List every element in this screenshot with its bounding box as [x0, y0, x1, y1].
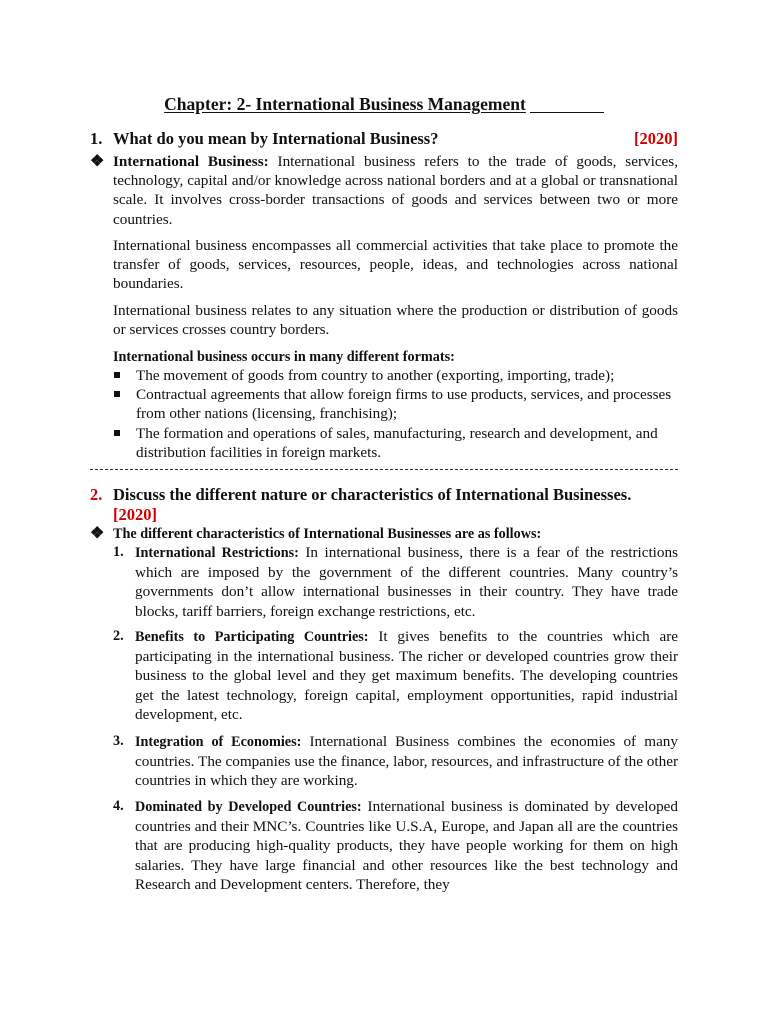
item-body	[135, 797, 678, 894]
diamond-bullet-icon: ❖	[90, 153, 105, 170]
chapter-title	[0, 93, 768, 115]
item-number: 4.	[113, 798, 124, 814]
item-number: 3.	[113, 733, 124, 749]
square-bullet-icon	[114, 430, 120, 436]
diamond-bullet-icon: ❖	[90, 525, 105, 542]
item-body	[135, 627, 678, 724]
definition-label: International Business:	[113, 153, 269, 170]
paragraph-2: International business encompasses all commercial activities that take place to promote the transfer of goods, services, resources, people, ideas, and technologies across national boundaries.	[113, 237, 678, 293]
square-bullet-icon	[114, 391, 120, 397]
item-text: International Business combines the economies of many countries. The companies use the finance, labor, resources, and infrastructure of the other countries in which they are working.	[135, 733, 678, 790]
chapter-title-text: Chapter: 2- International Business Management	[164, 94, 526, 114]
item-text: International business is dominated by developed countries and their MNC’s. Countries like U.S.A, Europe, and Japan all are the countries that are producing high-quality products, they have people working for them on high salaries. They have large financial and other resources like the best technology and Research and Development centers. Therefore, they	[135, 798, 679, 893]
list-item-text: The formation and operations of sales, manufacturing, research and development, and distribution facilities in foreign markets.	[136, 425, 658, 462]
item-label: Benefits to Participating Countries:	[135, 629, 369, 645]
question-1-heading	[90, 129, 678, 149]
item-body	[135, 543, 678, 621]
section-divider	[90, 469, 678, 470]
item-label: Integration of Economies:	[135, 734, 302, 750]
item-body	[135, 732, 678, 791]
question-2-heading	[90, 485, 678, 525]
square-bullet-icon	[114, 372, 120, 378]
list-item-text: The movement of goods from country to another (exporting, importing, trade);	[136, 367, 615, 384]
definition-text: International business refers to the trade of goods, services, technology, capital and/or knowledge across national borders and at a global or transnational scale. It involves cross-border transactions of goods and services between two or more countries.	[113, 153, 679, 228]
item-text: In international business, there is a fear of the restrictions which are imposed by the government of the different countries. Many country’s governments don’t allow international businesses in their country. They have trade blocks, tariff barriers, foreign exchange restrictions, etc.	[135, 544, 679, 620]
question-text: Discuss the different nature or characteristics of International Businesses.	[113, 485, 632, 504]
title-underline-extension	[530, 112, 604, 113]
paragraph-3: International business relates to any situation where the production or distribution of goods or services crosses country borders.	[113, 302, 678, 339]
item-label: International Restrictions:	[135, 545, 299, 561]
item-number: 2.	[113, 628, 124, 644]
question-year: [2020]	[113, 505, 157, 524]
question-number: 1.	[90, 129, 103, 148]
characteristics-intro: The different characteristics of International Businesses are as follows:	[113, 526, 542, 542]
question-number: 2.	[90, 485, 103, 504]
item-text: It gives benefits to the countries which are participating in the international business. The richer or developed countries grow their business to the global level and they get maximum benefits. The developing countries get the latest technology, foreign capital, employment opportunities, rapid industrial development, etc.	[135, 628, 679, 723]
item-label: Dominated by Developed Countries:	[135, 799, 362, 815]
definition-paragraph	[113, 152, 678, 229]
question-text: What do you mean by International Business?	[113, 129, 439, 148]
formats-heading: International business occurs in many different formats:	[113, 349, 455, 365]
question-year: [2020]	[634, 129, 678, 148]
list-item-text: Contractual agreements that allow foreign firms to use products, services, and processes from other nations (licensing, franchising);	[136, 386, 672, 423]
item-number: 1.	[113, 544, 124, 560]
